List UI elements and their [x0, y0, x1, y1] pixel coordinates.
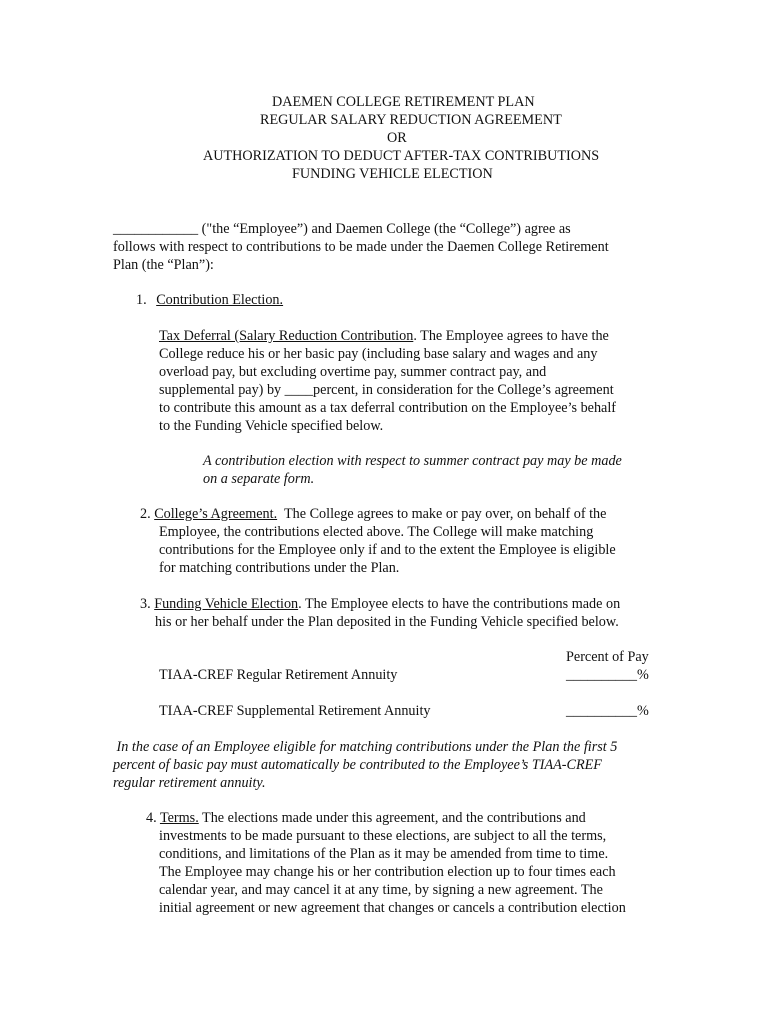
section-4-line-6: initial agreement or new agreement that changes or cancels a contribution election: [159, 900, 626, 916]
section-4-line-3: conditions, and limitations of the Plan as it may be amended from time to time.: [159, 846, 609, 862]
section-3-line-2: his or her behalf under the Plan deposited in the Funding Vehicle specified below.: [155, 614, 619, 630]
section-2-line-2: Employee, the contributions elected above. The College will make matching: [159, 524, 594, 540]
section-1-line-4: supplemental pay) by ____percent, in consideration for the College’s agreement: [159, 382, 614, 398]
section-1-title: Contribution Election.: [156, 292, 284, 308]
section-3-number: 3.: [140, 596, 151, 612]
section-2-title: College’s Agreement.: [154, 506, 278, 522]
regular-annuity-label: TIAA-CREF Regular Retirement Annuity: [159, 667, 398, 683]
section-1-line-2: College reduce his or her basic pay (including base salary and wages and any: [159, 346, 598, 362]
matching-note-line-2: percent of basic pay must automatically be contributed to the Employee’s TIAA-CREF: [113, 757, 602, 773]
intro-line-3: Plan (the “Plan”):: [113, 257, 214, 273]
title-line-3: OR: [387, 130, 407, 146]
title-line-2: REGULAR SALARY REDUCTION AGREEMENT: [260, 112, 562, 128]
summer-note-line-2: on a separate form.: [203, 471, 315, 487]
section-1-line-6: to the Funding Vehicle specified below.: [159, 418, 384, 434]
section-4-line-5: calendar year, and may cancel it at any time, by signing a new agreement. The: [159, 882, 603, 898]
summer-note-line-1: A contribution election with respect to summer contract pay may be made: [203, 453, 622, 469]
supplemental-annuity-label: TIAA-CREF Supplemental Retirement Annuity: [159, 703, 431, 719]
title-line-1: DAEMEN COLLEGE RETIREMENT PLAN: [272, 94, 535, 110]
matching-note-line-3: regular retirement annuity.: [113, 775, 266, 791]
section-1-line-5: to contribute this amount as a tax deferral contribution on the Employee’s behalf: [159, 400, 617, 416]
intro-line-2: follows with respect to contributions to be made under the Daemen College Retirement: [113, 239, 609, 255]
section-3-title: Funding Vehicle Election: [154, 596, 299, 612]
section-2-line-4: for matching contributions under the Plan.: [159, 560, 400, 576]
section-4-line-4: The Employee may change his or her contribution election up to four times each: [159, 864, 616, 880]
section-2-line-3: contributions for the Employee only if and to the extent the Employee is eligible: [159, 542, 616, 558]
percent-of-pay-header: Percent of Pay: [566, 649, 649, 665]
title-line-5: FUNDING VEHICLE ELECTION: [292, 166, 493, 182]
intro-line-1: ____________ ("the “Employee”) and Daemen College (the “College”) agree as: [113, 221, 571, 237]
section-3-line-1: 3. Funding Vehicle Election. The Employee elects to have the contributions made on: [140, 596, 621, 612]
section-4-line-1: 4. Terms. The elections made under this agreement, and the contributions and: [146, 810, 586, 826]
supplemental-annuity-percent: __________%: [566, 703, 649, 719]
section-2-line-1: 2. College’s Agreement. The College agrees to make or pay over, on behalf of the: [140, 506, 607, 522]
regular-annuity-percent: __________%: [566, 667, 649, 683]
section-1-number: 1.: [136, 292, 147, 308]
title-line-4: AUTHORIZATION TO DEDUCT AFTER-TAX CONTRIBUTIONS: [203, 148, 600, 164]
section-1-line-1: Tax Deferral (Salary Reduction Contribution. The Employee agrees to have the: [159, 328, 609, 344]
section-1-line-3: overload pay, but excluding overtime pay, summer contract pay, and: [159, 364, 547, 380]
tax-deferral-heading: Tax Deferral (Salary Reduction Contribution: [159, 328, 414, 344]
section-4-title: Terms.: [159, 810, 199, 826]
section-2-number: 2.: [140, 506, 151, 522]
section-4-number: 4.: [146, 810, 157, 826]
section-1-heading: [136, 291, 283, 309]
matching-note-line-1: In the case of an Employee eligible for matching contributions under the Plan the first 5: [113, 739, 618, 755]
section-4-line-2: investments to be made pursuant to these elections, are subject to all the terms,: [159, 828, 607, 844]
